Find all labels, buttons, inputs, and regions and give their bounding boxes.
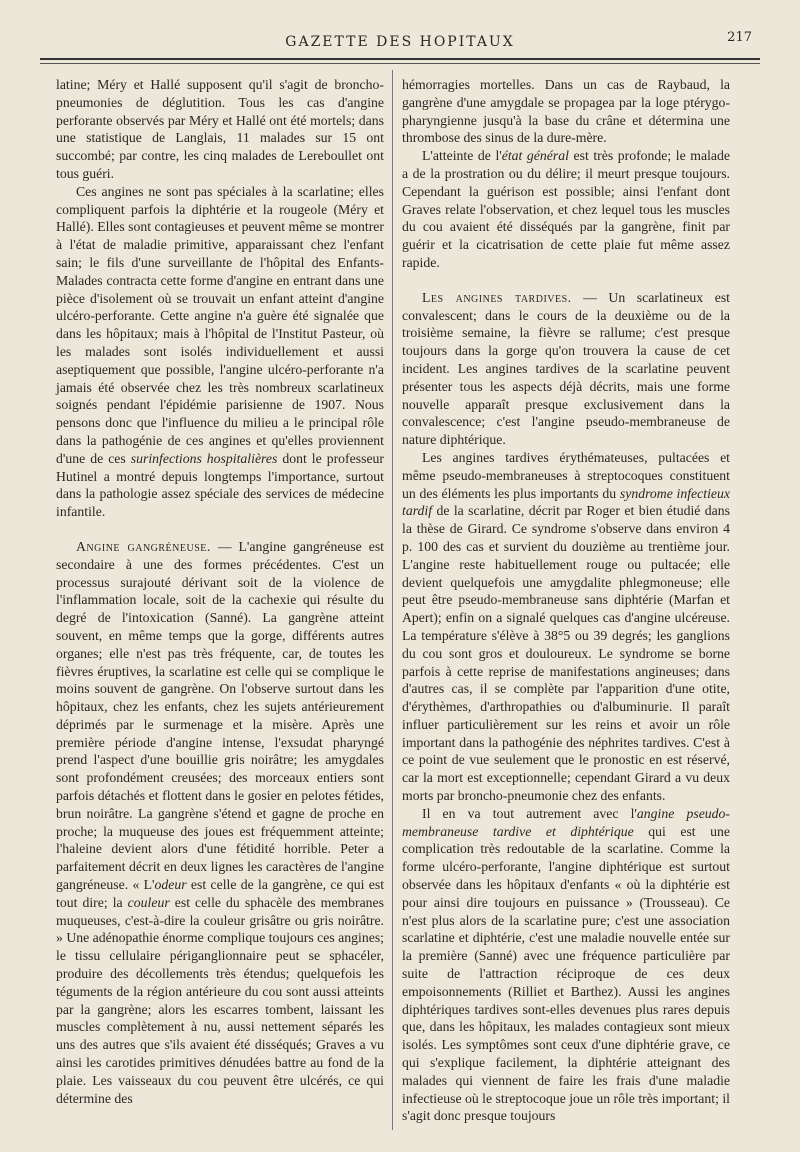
text-run: est celle du sphacèle des membranes muqueuses, c'est-à-dire la couleur grisâtre ou gris noirâtre. » Une adénopathie énorme complique toujours ces angines; le tissu cellulaire périganglionnaire peut se sphacéler, produire des décollements très étendus; quelquefois les téguments de la région antérieure du cou sont aussi atteints par la gangrène; alors les escarres tombent, laissant les muscles complètement à nu, aussi nettement séparés les uns des autres que s'ils avaient été disséqués; Graves a vu ainsi les carotides primitives dénudées battre au fond de la plaie. Les vaisseaux du cou peuvent être ulcérés, ce qui détermine des (56, 894, 385, 1106)
header-rule-thin (40, 63, 760, 64)
text-run: Ces angines ne sont pas spéciales à la scarlatine; elles compliquent parfois la diphtérie et la rougeole (Méry et Hallé). Elles sont contagieuses et peuvent même se montrer à l'état de maladie primitive, apparaissant chez l'enfant sain; le fils d'une surveillante de l'hôpital des Enfants-Malades contracta cette forme d'angine en entrant dans une pièce d'isolement où se trouvait un enfant atteint d'angine ulcéro-perforante. Cette angine n'a guère été signalée que dans les hôpitaux; mais à l'hôpital de l'Institut Pasteur, où les malades sont isolés individuellement et aussi aseptiquement que possible, l'angine ulcéro-perforante n'a jamais été observée chez les très nombreux scarlatineux soignés pendant l'épidémie parisienne de 1907. Nous pensons donc que l'influence du milieu a le principal rôle dans la pathogénie de ces angines et qu'elles proviennent d'une de ces (56, 183, 384, 466)
section-heading: Angine gangréneuse. (76, 538, 211, 554)
emphasis-text: odeur (154, 877, 187, 893)
text-run: est celle de la gangrène, ce qui est tout dire; la (56, 877, 385, 910)
section-heading: Les angines tardives. (422, 289, 572, 305)
text-run: de la scarlatine, décrit par Roger et bien étudié dans la thèse de Girard. Ce syndrome s'observe dans environ 4 p. 100 des cas et survient du douzième au trentième jour. L'angine reste habituellement rouge ou pultacée; elle devient quelquefois une amygdalite phlegmoneuse; elle peut être pseudo-membraneuse sans diphtérie (Marfan et Apert); enfin on a signalé quelques cas d'angine ulcéreuse. La température s'élève à 38°5 ou 39 degrés; les ganglions du cou sont gros et douloureux. Le syndrome se borne parfois à cette reprise de manifestations angineuses; dans d'autres cas, il se complète par l'apparition d'une otite, d'érythèmes, d'arthropathies ou d'albuminurie. Il paraît influer particulièrement sur les reins et avoir un rôle important dans la pathogénie des néphrites tardives. C'est à ce point de vue seulement que le pronostic en est réservé, car la mort est exceptionnelle; cependant Girard a vu deux morts par broncho-pneumonie chez des enfants. (402, 503, 730, 804)
emphasis-text: surinfections hospitalières (130, 450, 278, 466)
paragraph-contagion (56, 183, 384, 521)
section-angines-tardives (402, 289, 730, 449)
page-number: 217 (727, 30, 752, 45)
page-header (40, 22, 760, 58)
text-run: — L'angine gangréneuse est secondaire à une des formes précédentes. C'est un processus surajouté dérivant soit de la violence de l'inflammation locale, soit de la cachexie qui résulte du degré de l'intoxication (Sanné). La gangrène atteint souvent, en même temps que la gorge, différents autres organes; elle n'est pas très fréquente, car, de toutes les fièvres éruptives, la scarlatine est celle qui se complique le moins souvent de gangrène. On l'observe surtout dans les hôpitaux, chez les enfants, chez les sujets antérieurement déprimés par le surmenage et la misère. Après une première période d'angine intense, l'exsudat pharyngé prend l'aspect d'une bouillie gris noirâtre; les amygdales sont profondément creusées; des morceaux entiers sont parfois détachés et flottent dans le gosier en pelotes fétides, brun noirâtre. La gangrène s'étend et gagne de proche en proche; la muqueuse des joues est fréquemment atteinte; l'haleine devient alors d'une fétidité horrible. Peter a parfaitement décrit en deux lignes les caractères de l'angine gangréneuse. « L' (56, 538, 384, 893)
text-run: qui est une complication très redoutable de la scarlatine. Comme la forme ulcéro-perforante, l'angine diphtérique est surtout observée dans les hôpitaux d'enfants « où la diphtérie est pour ainsi dire toujours en puissance » (Trousseau). Ce n'est plus alors de la scarlatine pure; c'est une association scarlatine et diphtérie, c'est une maladie nouvelle entée sur la première (Sanné) avec une fréquence particulière par suite de l'attraction réciproque de ces deux empoisonnements (Rilliet et Barthez). Aussi les angines diphtériques tardives sont-elles devenues plus rares depuis que, dans les hôpitaux, les malades contagieux sont mieux isolés. Les symptômes sont ceux d'une diphtérie grave, ce qui s'explique facilement, la diphtérie atteignant des malades qui viennent de faire les frais d'une maladie infectieuse où le streptocoque joue un rôle très important; il s'agit donc presque toujours (402, 823, 731, 1124)
text-run: — Un scarlatineux est convalescent; dans le cours de la deuxième ou de la troisième semaine, la fièvre se rallume; c'est presque toujours dans la gorge qu'on trouvera la cause de cet incident. Les angines tardives de la scarlatine peuvent présenter tous les aspects déjà décrits, mais une forme nouvelle apparaît presque exclusivement dans la convalescence; c'est l'angine pseudo-membraneuse de nature diphtérique. (402, 289, 730, 448)
header-rule-thick (40, 58, 760, 60)
text-run: L'atteinte de l' (422, 148, 502, 164)
running-title: GAZETTE DES HOPITAUX (285, 34, 515, 50)
emphasis-text: couleur (127, 894, 170, 910)
paragraph-etat-general (402, 147, 730, 272)
paragraph-continuation: hémorragies mortelles. Dans un cas de Raybaud, la gangrène d'une amygdale se propagea par la loge ptérygo-pharyngienne jusqu'à la base du crâne et détermina une thrombose des sinus de la dure-mère. (402, 77, 730, 146)
text-run: dont le professeur Hutinel a montré depuis longtemps l'importance, surtout dans la pathologie assez spéciale des services de médecine infantile. (56, 450, 384, 520)
emphasis-text: état général (501, 148, 569, 164)
emphasis-text: syndrome infectieux tardif (402, 485, 730, 519)
column-divider (392, 70, 393, 1130)
emphasis-text: angine pseudo-membraneuse tardive et diphtérique (402, 805, 730, 839)
text-run: est très profonde; le malade a de la prostration ou du délire; il meurt presque toujours. Cependant la guérison est possible; ainsi l'enfant dont Graves relate l'observation, et chez lequel tous les muscles du cou avaient été disséqués par la gangrène, finit par guérir et la cicatrisation de cette plaie fut même assez rapide. (402, 148, 730, 270)
paragraph-syndrome-tardif (402, 449, 730, 805)
text-run: Il en va tout autrement avec l' (422, 805, 637, 821)
paragraph-angine-diphterique (402, 805, 730, 1125)
paragraph-continuation: latine; Méry et Hallé supposent qu'il s'agit de broncho-pneumonies de déglutition. Tous les cas d'angine perforante observés par Méry et Hallé ont été mortels; dans une statistique de Langlais, 11 malades sur 15 ont succombé; par contre, les cinq malades de Lereboullet ont tous guéri. (56, 77, 384, 181)
section-angine-gangreneuse (56, 538, 384, 1108)
text-run: Les angines tardives érythémateuses, pultacées et même pseudo-membraneuses à streptocoques constituent un des éléments les plus importants du (402, 449, 730, 501)
right-column (402, 76, 730, 1125)
left-column (56, 76, 384, 1107)
